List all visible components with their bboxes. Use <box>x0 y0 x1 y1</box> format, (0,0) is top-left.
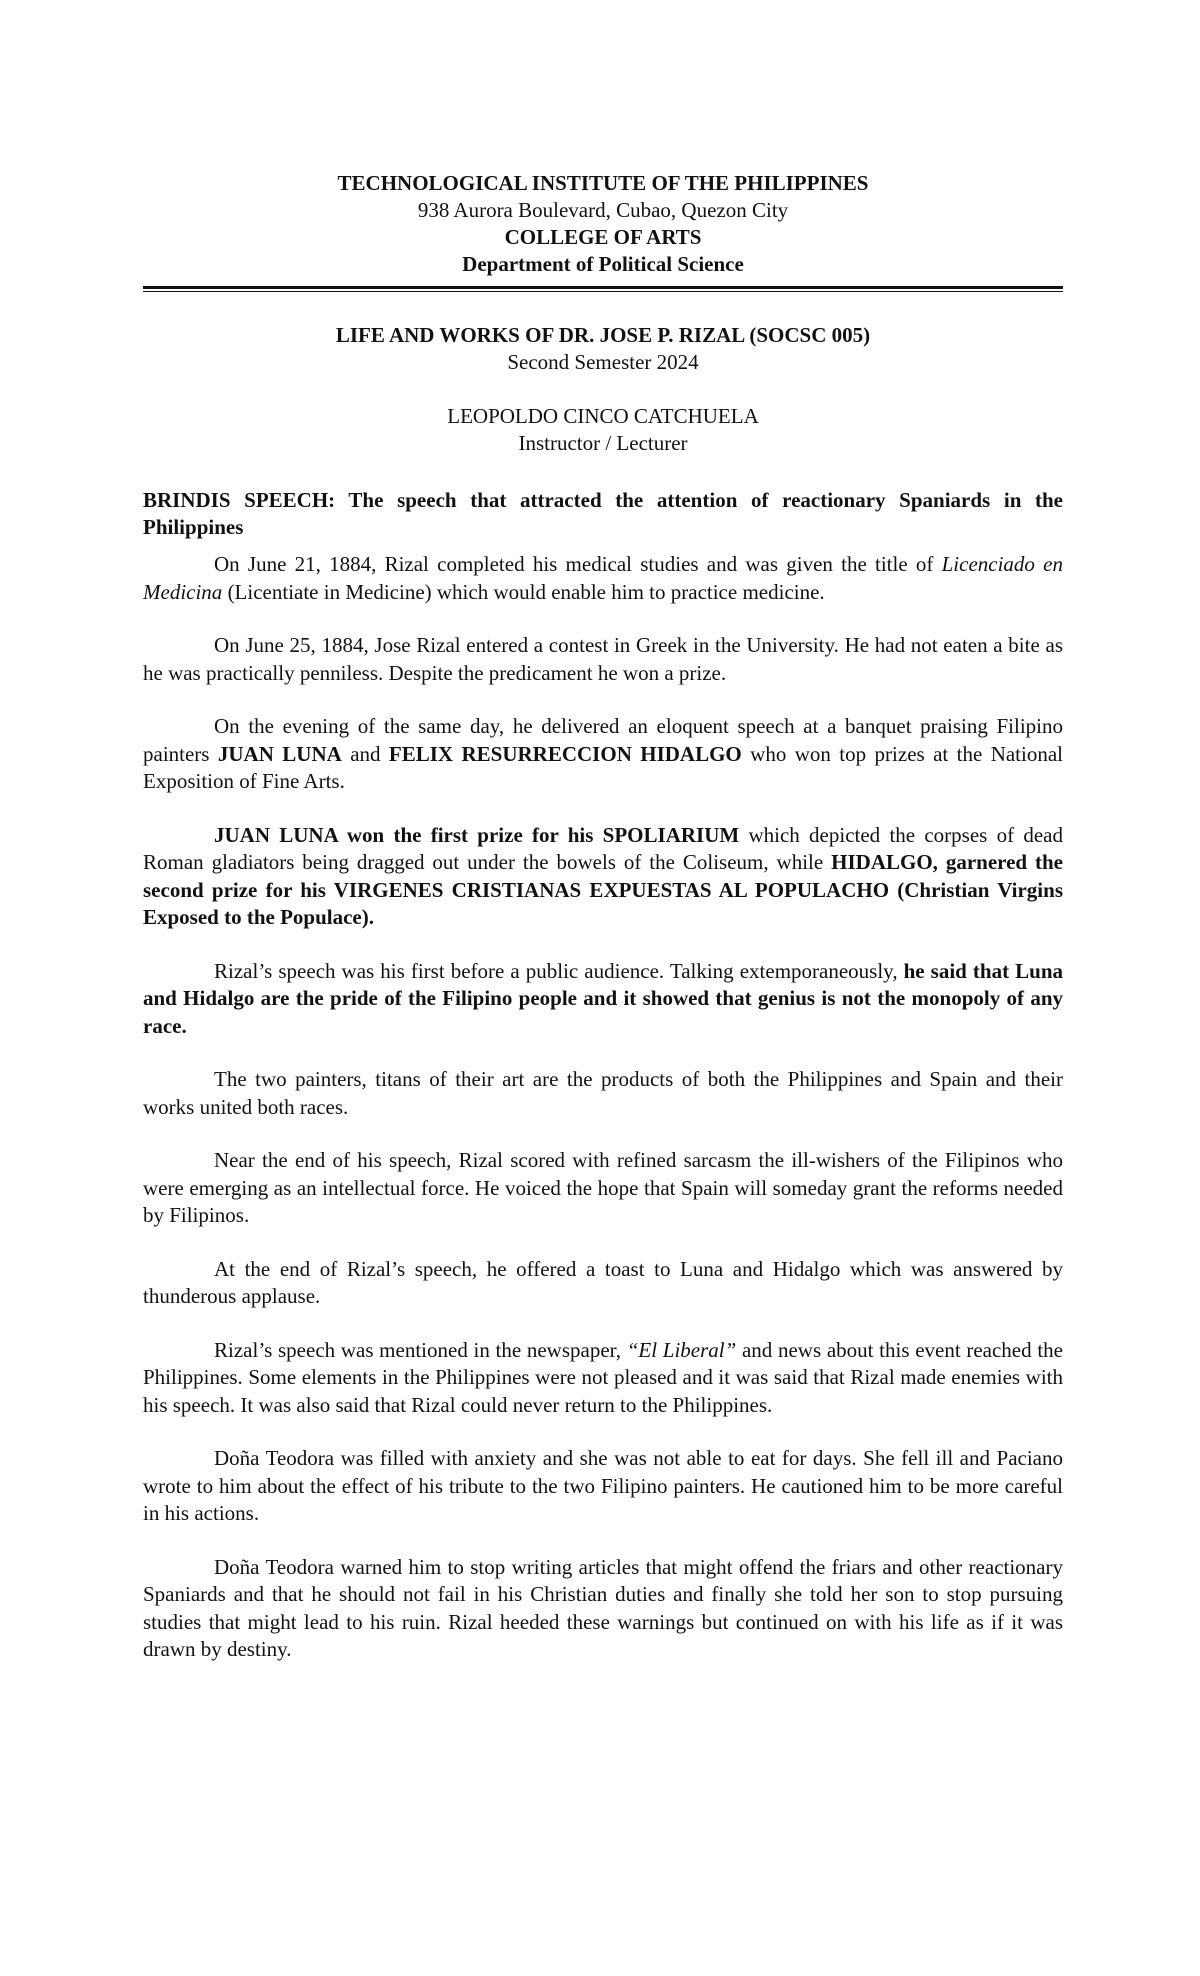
letterhead <box>143 170 1063 278</box>
instructor-name: LEOPOLDO CINCO CATCHUELA <box>447 404 759 428</box>
paragraph-10: Doña Teodora was filled with anxiety and she was not able to eat for days. She fell ill and Paciano wrote to him about the effect of his tribute to the two Filipino painters. He cautioned him to be more careful in his actions. <box>143 1446 1063 1525</box>
section-title: BRINDIS SPEECH: The speech that attracted the attention of reactionary Spaniards in the Philippines <box>143 488 1063 539</box>
paragraph-9-text-a: Rizal’s speech was mentioned in the newspaper, <box>214 1337 627 1362</box>
document-page <box>143 170 1063 1664</box>
painter-luna: JUAN LUNA <box>217 741 342 766</box>
paragraph-9-text-c: and news about this event reached the Philippines. Some elements in the Philippines were not pleased and it was said that Rizal made enemies with his speech. It was also said that Rizal could never return to the Philippines. <box>143 1337 1063 1417</box>
paragraph-9 <box>143 1337 1063 1420</box>
institution-address: 938 Aurora Boulevard, Cubao, Quezon City <box>417 198 789 222</box>
paragraph-1-title-italic: Licenciado en Medicina <box>143 552 1063 604</box>
paragraph-4-bold-c: HIDALGO, garnered the second prize for his VIRGENES CRISTIANAS EXPUESTAS AL POPULACHO (Christian Virgins Exposed to the Populace). <box>143 850 1063 929</box>
paragraph-3-text-a: On the evening of the same day, he delivered an eloquent speech at a banquet praising Filipino painters <box>143 714 1063 766</box>
paragraph-1-text-c: (Licentiate in Medicine) which would enable him to practice medicine. <box>222 579 825 604</box>
paragraph-7: Near the end of his speech, Rizal scored with refined sarcasm the ill-wishers of the Filipinos who were emerging as an intellectual force. He voiced the hope that Spain will someday grant the reforms needed by Filipinos. <box>143 1148 1063 1227</box>
paragraph-4-bold-a: JUAN LUNA won the first prize for his SPOLIARIUM <box>214 822 740 847</box>
course-block <box>143 322 1063 376</box>
paragraph-11: Doña Teodora warned him to stop writing articles that might offend the friars and other reactionary Spaniards and that he should not fail in his Christian duties and finally she told her son to stop pursuing studies that might lead to his ruin. Rizal heeded these warnings but continued on with his life as if it was drawn by destiny. <box>143 1554 1063 1661</box>
paragraph-2: On June 25, 1884, Jose Rizal entered a contest in Greek in the University. He had not eaten a bite as he was practically penniless. Despite the predicament he won a prize. <box>143 633 1063 685</box>
newspaper-name: “El Liberal” <box>626 1337 737 1362</box>
paragraph-5-bold-b: he said that Luna and Hidalgo are the pride of the Filipino people and it showed that genius is not the monopoly of any race. <box>143 958 1063 1038</box>
instructor-role: Instructor / Lecturer <box>518 431 688 455</box>
paragraph-3-text-e: who won top prizes at the National Exposition of Fine Arts. <box>143 741 1064 793</box>
header-divider <box>143 286 1063 292</box>
paragraph-1 <box>143 551 1063 606</box>
institution-name: TECHNOLOGICAL INSTITUTE OF THE PHILIPPINES <box>337 171 869 195</box>
paragraph-3 <box>143 713 1063 796</box>
paragraph-8: At the end of Rizal’s speech, he offered a toast to Luna and Hidalgo which was answered by thunderous applause. <box>143 1256 1063 1308</box>
paragraph-1-text-a: On June 21, 1884, Rizal completed his medical studies and was given the title of <box>214 552 942 576</box>
paragraph-4 <box>143 822 1063 932</box>
course-semester: Second Semester 2024 <box>507 350 699 374</box>
instructor-block <box>143 403 1063 457</box>
painter-hidalgo: FELIX RESURRECCION HIDALGO <box>388 741 742 766</box>
paragraph-5 <box>143 958 1063 1041</box>
department-name: Department of Political Science <box>462 252 744 276</box>
course-title: LIFE AND WORKS OF DR. JOSE P. RIZAL (SOCSC 005) <box>335 323 871 347</box>
paragraph-6: The two painters, titans of their art are the products of both the Philippines and Spain and their works united both races. <box>143 1067 1063 1119</box>
college-name: COLLEGE OF ARTS <box>504 225 702 249</box>
paragraph-3-text-c: and <box>341 741 389 766</box>
paragraph-5-text-a: Rizal’s speech was his first before a public audience. Talking extemporaneously, <box>214 958 904 983</box>
paragraph-4-text-b: which depicted the corpses of dead Roman gladiators being dragged out under the bowels of the Coliseum, while <box>143 822 1063 874</box>
